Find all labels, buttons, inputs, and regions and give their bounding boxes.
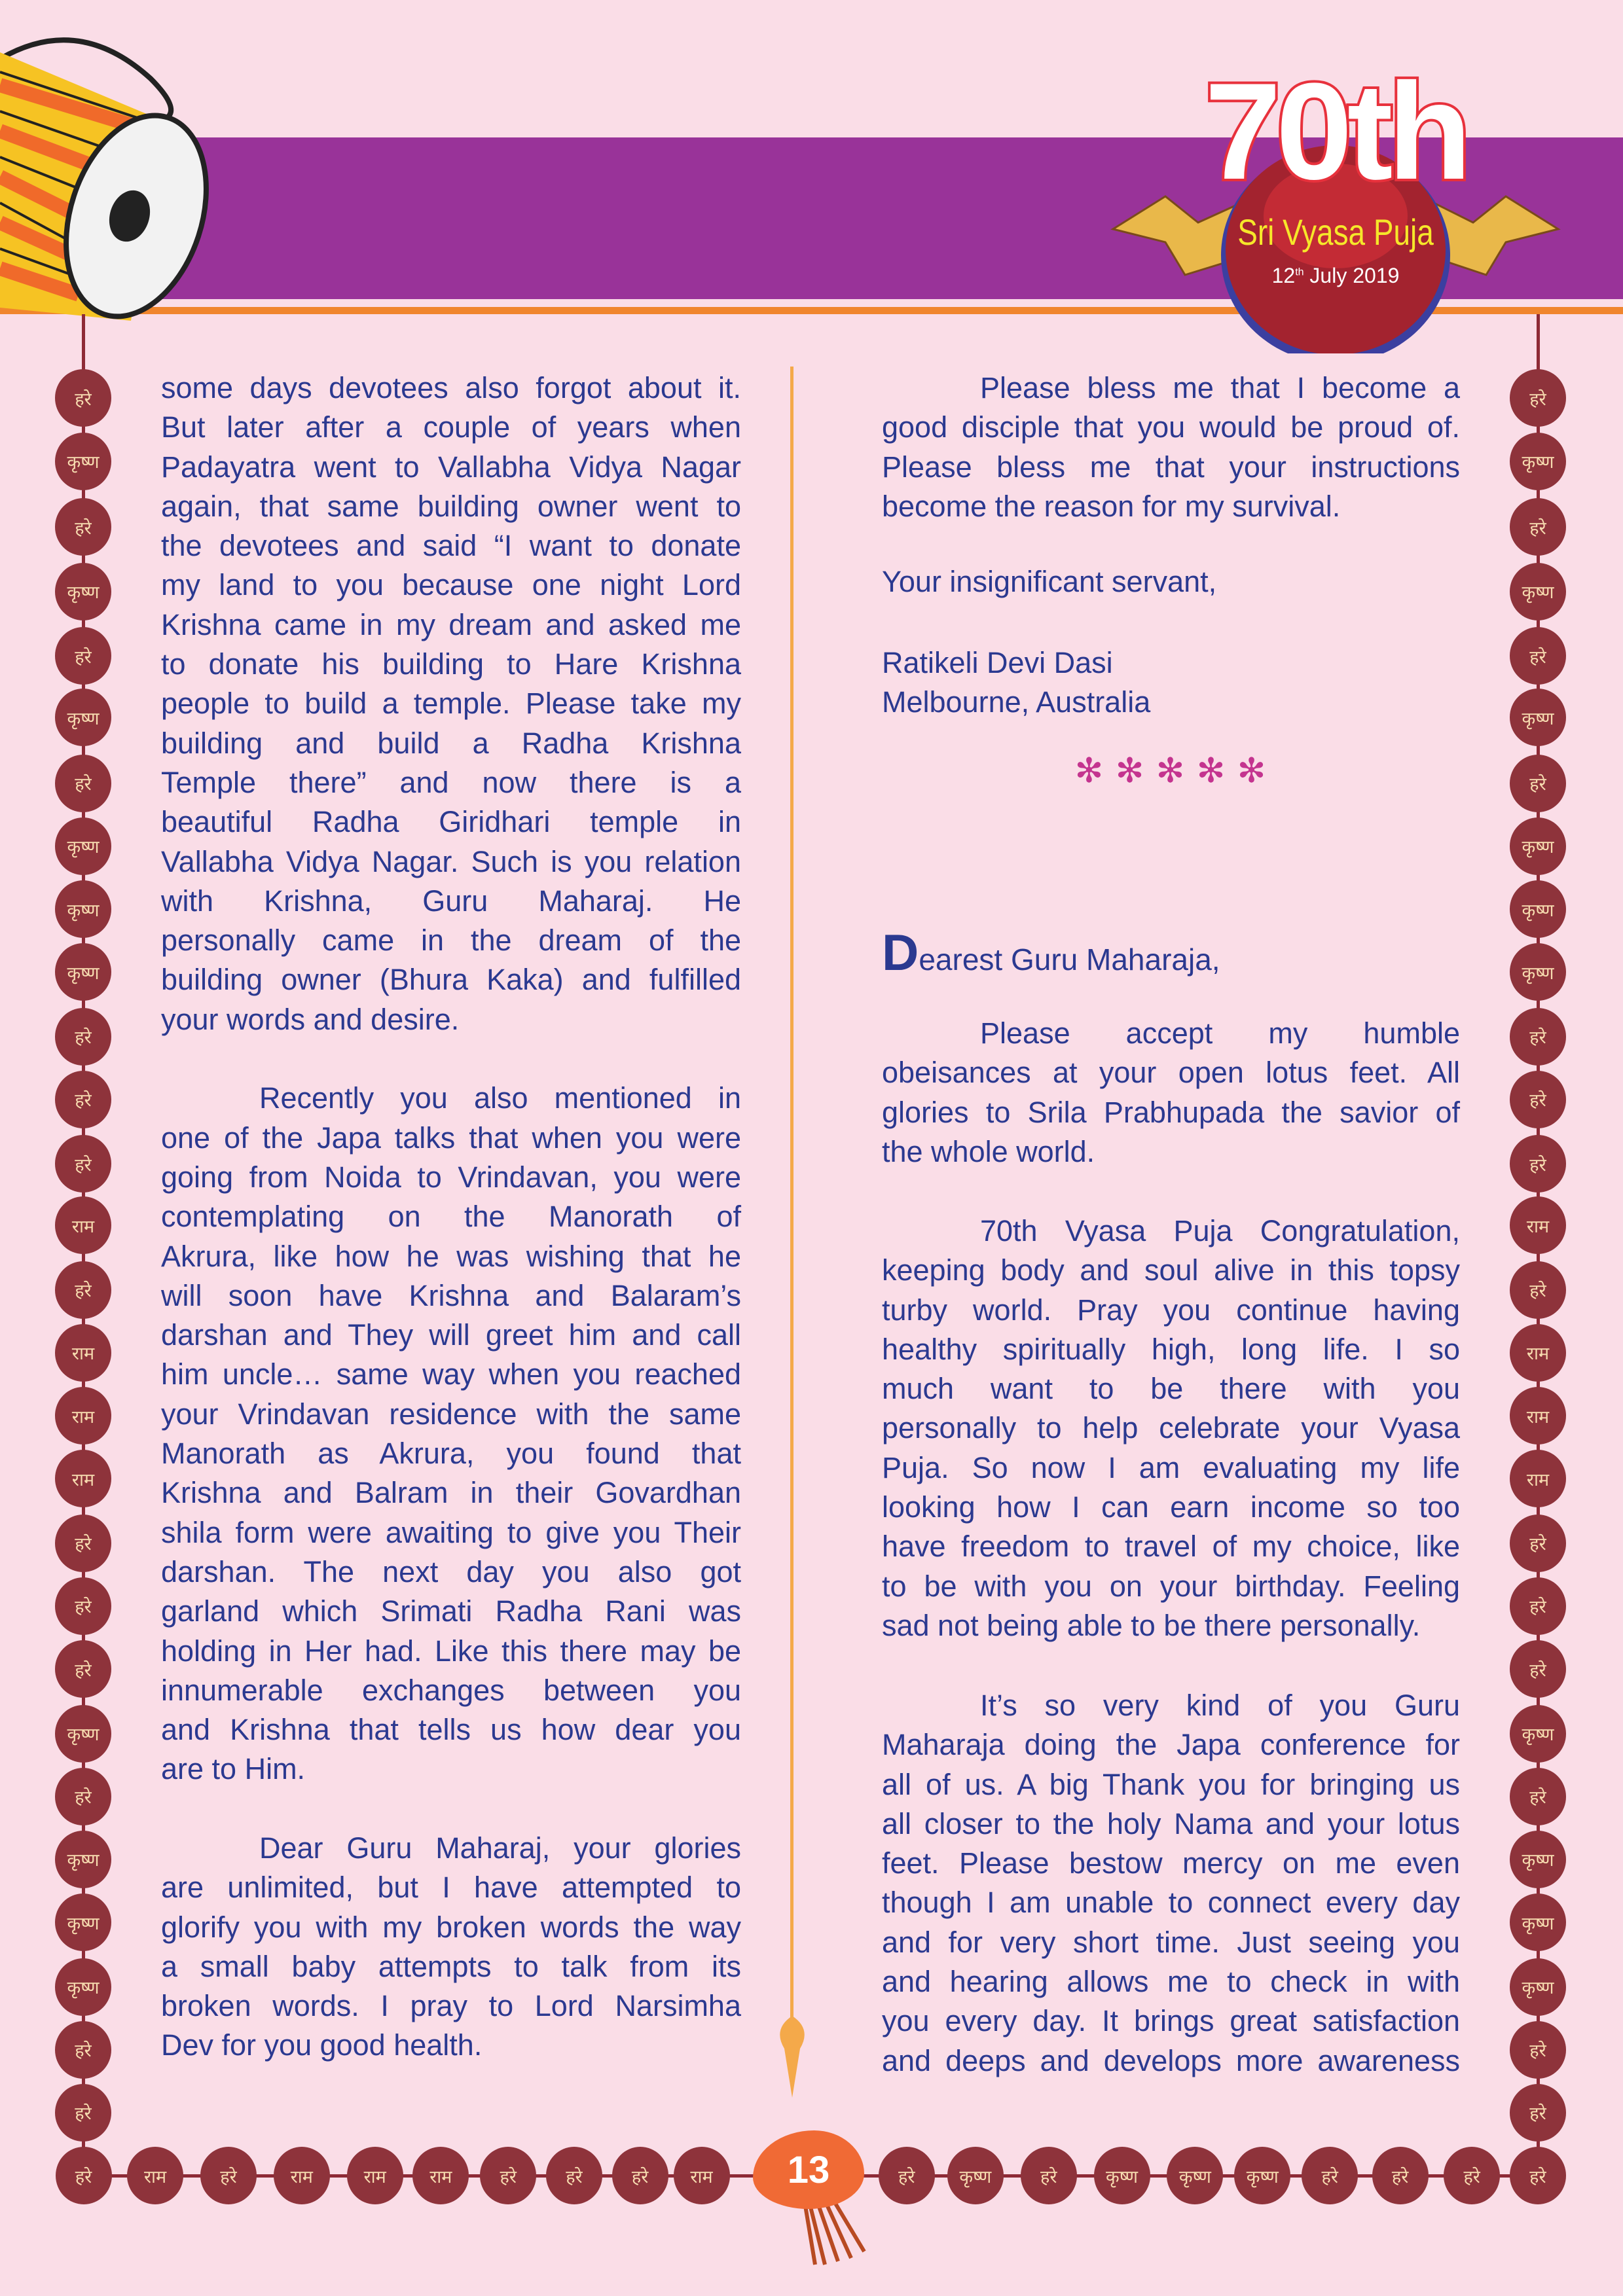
mantra-bead: हरे bbox=[612, 2147, 668, 2204]
page-number: 13 bbox=[787, 2148, 830, 2191]
text-line: glorify you with my broken words the way bbox=[161, 1910, 741, 1944]
vyasa-puja-badge bbox=[1106, 54, 1565, 353]
text-line: Vallabha Vidya Nagar. Such is you relation bbox=[161, 844, 741, 878]
section-separator-stars: ✻ ✻ ✻ ✻ ✻ bbox=[1074, 752, 1267, 790]
mantra-bead: कृष्ण bbox=[1510, 1705, 1566, 1763]
mantra-bead: कृष्ण bbox=[55, 943, 111, 1001]
mantra-bead: राम bbox=[274, 2147, 330, 2204]
mantra-bead: कृष्ण bbox=[55, 689, 111, 746]
text-line: all of us. A big Thank you for bringing us bbox=[882, 1767, 1460, 1801]
mantra-bead: कृष्ण bbox=[1510, 433, 1566, 490]
badge-title: Sri Vyasa Puja bbox=[1237, 211, 1434, 253]
text-line: become the reason for my survival. bbox=[882, 489, 1341, 523]
mantra-bead: कृष्ण bbox=[947, 2147, 1004, 2204]
text-line: Manorath as Akrura, you found that bbox=[161, 1437, 741, 1471]
text-line: feet. Please bestow mercy on me even bbox=[882, 1846, 1460, 1880]
mantra-bead: हरे bbox=[1510, 627, 1566, 685]
text-line: good disciple that you would be proud of. bbox=[882, 410, 1460, 444]
mantra-bead: राम bbox=[674, 2147, 730, 2204]
text-line: Maharaja doing the Japa conference for bbox=[882, 1728, 1460, 1762]
text-line: Krishna came in my dream and asked me bbox=[161, 607, 741, 641]
mantra-bead: हरे bbox=[55, 2021, 111, 2079]
text-line: are unlimited, but I have attempted to bbox=[161, 1871, 741, 1905]
signature-place: Melbourne, Australia bbox=[882, 685, 1151, 719]
salutation-dropcap: D bbox=[882, 924, 919, 981]
text-line: personally came in the dream of the bbox=[161, 924, 741, 958]
mantra-bead: कृष्ण bbox=[1510, 563, 1566, 620]
text-line: garland which Srimati Radha Rani was bbox=[161, 1594, 741, 1628]
text-line: But later after a couple of years when bbox=[161, 410, 741, 444]
text-line: shila form were awaiting to give you Their bbox=[161, 1515, 741, 1549]
badge-date-day: 12 bbox=[1271, 264, 1296, 287]
text-line: again, that same building owner went to bbox=[161, 489, 741, 523]
text-line: much want to be there with you bbox=[882, 1372, 1460, 1406]
mantra-bead: कृष्ण bbox=[55, 433, 111, 490]
text-line: looking how I can earn income so too bbox=[882, 1490, 1460, 1524]
right-paragraph-japa-conference bbox=[882, 1686, 1460, 2081]
mantra-bead: हरे bbox=[1510, 1135, 1566, 1193]
text-line: to be with you on your birthday. Feeling bbox=[882, 1569, 1460, 1603]
text-line: my land to you because one night Lord bbox=[161, 568, 741, 602]
mantra-bead: हरे bbox=[55, 755, 111, 812]
mantra-bead: हरे bbox=[1510, 2084, 1566, 2142]
mantra-bead: कृष्ण bbox=[1510, 880, 1566, 938]
mantra-bead: कृष्ण bbox=[1510, 689, 1566, 746]
text-line: Please bless me that your instructions bbox=[882, 450, 1460, 484]
mantra-bead: कृष्ण bbox=[1510, 817, 1566, 875]
text-line: holding in Her had. Like this there may be bbox=[161, 1634, 741, 1668]
mantra-bead: कृष्ण bbox=[1094, 2147, 1150, 2204]
text-line: with Krishna, Guru Maharaj. He bbox=[161, 884, 741, 918]
left-column-text bbox=[161, 368, 741, 2066]
text-line: sad not being able to be there personally. bbox=[882, 1608, 1421, 1642]
text-line: people to build a temple. Please take my bbox=[161, 687, 741, 721]
mantra-bead: कृष्ण bbox=[1510, 943, 1566, 1001]
text-line: Please bless me that I become a bbox=[980, 371, 1460, 404]
text-line: Akrura, like how he was wishing that he bbox=[161, 1239, 741, 1273]
paragraph bbox=[882, 1686, 1460, 2081]
text-line: Dear Guru Maharaj, your glories bbox=[259, 1831, 741, 1865]
mantra-bead: हरे bbox=[1021, 2147, 1077, 2204]
text-line: and Krishna that tells us how dear you bbox=[161, 1713, 741, 1747]
text-line: and for very short time. Just seeing you bbox=[882, 1925, 1460, 1959]
mantra-bead: हरे bbox=[879, 2147, 935, 2204]
text-line: building and build a Radha Krishna bbox=[161, 726, 741, 760]
mantra-bead: हरे bbox=[55, 1640, 111, 1698]
closing-line: Your insignificant servant, bbox=[882, 565, 1217, 598]
mantra-bead: कृष्ण bbox=[1510, 1893, 1566, 1951]
mantra-bead: हरे bbox=[55, 1768, 111, 1825]
mantra-bead: हरे bbox=[1302, 2147, 1358, 2204]
mantra-bead: राम bbox=[55, 1387, 111, 1444]
mantra-bead: हरे bbox=[1444, 2147, 1500, 2204]
text-line: Dev for you good health. bbox=[161, 2028, 483, 2062]
text-line: some days devotees also forgot about it. bbox=[161, 371, 741, 404]
mantra-bead: हरे bbox=[56, 2147, 112, 2204]
mantra-bead: हरे bbox=[1510, 1768, 1566, 1825]
text-line: your words and desire. bbox=[161, 1002, 460, 1036]
badge-date-suffix: th bbox=[1295, 266, 1304, 278]
text-line: building owner (Bhura Kaka) and fulfilled bbox=[161, 963, 741, 997]
mantra-bead: हरे bbox=[1510, 1071, 1566, 1128]
mantra-bead: राम bbox=[1510, 1196, 1566, 1254]
badge-date-rest: July 2019 bbox=[1309, 264, 1400, 287]
mantra-bead: हरे bbox=[1510, 1008, 1566, 1066]
paragraph bbox=[161, 1079, 741, 1789]
mridanga-drum-illustration bbox=[0, 0, 216, 327]
mantra-bead: हरे bbox=[1510, 2021, 1566, 2079]
mantra-bead: राम bbox=[1510, 1324, 1566, 1382]
mantra-bead: हरे bbox=[55, 1515, 111, 1572]
text-line: Please accept my humble bbox=[980, 1016, 1460, 1050]
text-line: you every day. It brings great satisfaction bbox=[882, 2004, 1460, 2038]
right-paragraph-obeisances bbox=[882, 1014, 1460, 1172]
mantra-bead: हरे bbox=[546, 2147, 602, 2204]
mantra-bead: हरे bbox=[1510, 755, 1566, 812]
mantra-bead: हरे bbox=[1510, 1577, 1566, 1635]
mantra-bead: कृष्ण bbox=[55, 1705, 111, 1763]
text-line: Temple there” and now there is a bbox=[161, 765, 741, 799]
mantra-bead: कृष्ण bbox=[1510, 1958, 1566, 2016]
text-line: darshan and They will greet him and call bbox=[161, 1318, 741, 1352]
text-line: 70th Vyasa Puja Congratulation, bbox=[980, 1214, 1460, 1247]
text-line: the whole world. bbox=[882, 1134, 1095, 1168]
mantra-bead: राम bbox=[1510, 1387, 1566, 1444]
mantra-bead: हरे bbox=[1510, 1515, 1566, 1572]
mantra-bead: हरे bbox=[55, 498, 111, 556]
mantra-bead: हरे bbox=[1510, 498, 1566, 556]
text-line: all closer to the holy Nama and your lotus bbox=[882, 1806, 1460, 1840]
text-line: broken words. I pray to Lord Narsimha bbox=[161, 1989, 741, 2023]
paragraph bbox=[161, 1829, 741, 2066]
text-line: Krishna and Balram in their Govardhan bbox=[161, 1476, 741, 1510]
text-line: obeisances at your open lotus feet. All bbox=[882, 1056, 1460, 1090]
mantra-bead: राम bbox=[55, 1324, 111, 1382]
mantra-bead: राम bbox=[55, 1196, 111, 1254]
badge-number: 70th bbox=[1205, 54, 1467, 208]
mantra-bead: हरे bbox=[1510, 1261, 1566, 1319]
mantra-bead: कृष्ण bbox=[1167, 2147, 1223, 2204]
mantra-bead: हरे bbox=[55, 1008, 111, 1066]
mantra-bead: कृष्ण bbox=[55, 880, 111, 938]
mantra-bead: हरे bbox=[1510, 369, 1566, 427]
mantra-bead: हरे bbox=[200, 2147, 257, 2204]
text-line: and hearing allows me to check in with bbox=[882, 1965, 1460, 1999]
text-line: beautiful Radha Giridhari temple in bbox=[161, 805, 741, 839]
text-line: a small baby attempts to talk from its bbox=[161, 1949, 741, 1983]
mantra-bead: राम bbox=[1510, 1450, 1566, 1507]
right-paragraph-congratulation bbox=[882, 1211, 1460, 1645]
text-line: turby world. Pray you continue having bbox=[882, 1293, 1460, 1327]
mantra-bead: कृष्ण bbox=[1234, 2147, 1290, 2204]
text-line: healthy spiritually high, long life. I so bbox=[882, 1332, 1460, 1366]
mantra-bead: हरे bbox=[55, 2084, 111, 2142]
text-line: Recently you also mentioned in bbox=[259, 1081, 741, 1115]
paragraph bbox=[882, 1014, 1460, 1172]
mantra-bead: हरे bbox=[55, 1135, 111, 1193]
text-line: one of the Japa talks that when you were bbox=[161, 1121, 741, 1155]
text-line: keeping body and soul alive in this topsy bbox=[882, 1253, 1460, 1287]
text-line: are to Him. bbox=[161, 1752, 306, 1786]
text-line: to donate his building to Hare Krishna bbox=[161, 647, 741, 681]
paragraph bbox=[161, 368, 741, 1039]
text-line: have freedom to travel of my choice, like bbox=[882, 1530, 1460, 1564]
mantra-bead: कृष्ण bbox=[1510, 1831, 1566, 1888]
page-number-badge bbox=[753, 2130, 864, 2209]
mantra-bead: हरे bbox=[55, 369, 111, 427]
mantra-bead: कृष्ण bbox=[55, 563, 111, 620]
badge-date bbox=[1106, 264, 1565, 288]
mantra-bead: कृष्ण bbox=[55, 1893, 111, 1951]
text-line: glories to Srila Prabhupada the savior of bbox=[882, 1095, 1460, 1129]
text-line: the devotees and said “I want to donate bbox=[161, 529, 741, 563]
text-line: will soon have Krishna and Balaram’s bbox=[161, 1278, 741, 1312]
mantra-bead: हरे bbox=[1372, 2147, 1429, 2204]
text-line: darshan. The next day you also got bbox=[161, 1554, 741, 1588]
mantra-bead: हरे bbox=[55, 627, 111, 685]
text-line: your Vrindavan residence with the same bbox=[161, 1397, 741, 1431]
mantra-bead: हरे bbox=[55, 1071, 111, 1128]
mantra-bead: हरे bbox=[1510, 1640, 1566, 1698]
text-line: contemplating on the Manorath of bbox=[161, 1200, 741, 1234]
text-line: Padayatra went to Vallabha Vidya Nagar bbox=[161, 450, 741, 484]
text-line: personally to help celebrate your Vyasa bbox=[882, 1411, 1460, 1445]
paragraph bbox=[882, 1211, 1460, 1645]
text-line: him uncle… same way when you reached bbox=[161, 1357, 741, 1391]
mantra-bead: राम bbox=[412, 2147, 469, 2204]
mantra-bead: हरे bbox=[55, 1261, 111, 1319]
signature-name: Ratikeli Devi Dasi bbox=[882, 646, 1113, 679]
text-line: going from Noida to Vrindavan, you were bbox=[161, 1160, 741, 1194]
mantra-bead: राम bbox=[127, 2147, 183, 2204]
text-line: though I am unable to connect every day bbox=[882, 1886, 1460, 1920]
text-line: It’s so very kind of you Guru bbox=[980, 1689, 1460, 1722]
text-line: Puja. So now I am evaluating my life bbox=[882, 1450, 1460, 1484]
paragraph bbox=[882, 368, 1460, 526]
mantra-bead: कृष्ण bbox=[55, 1831, 111, 1888]
divider-drop-ornament bbox=[773, 2016, 812, 2101]
mantra-bead: कृष्ण bbox=[55, 1958, 111, 2016]
mantra-bead: हरे bbox=[1510, 2147, 1566, 2204]
mantra-bead: कृष्ण bbox=[55, 817, 111, 875]
salutation bbox=[882, 923, 1220, 982]
mantra-bead: राम bbox=[347, 2147, 403, 2204]
mantra-bead: हरे bbox=[480, 2147, 536, 2204]
text-line: innumerable exchanges between you bbox=[161, 1673, 741, 1707]
right-paragraph-blessing bbox=[882, 368, 1460, 526]
signature-block bbox=[882, 643, 1150, 723]
mantra-bead: राम bbox=[55, 1450, 111, 1507]
salutation-text: earest Guru Maharaja, bbox=[919, 942, 1220, 977]
mantra-bead: हरे bbox=[55, 1577, 111, 1635]
text-line: and deeps and develops more awareness bbox=[882, 2043, 1460, 2077]
column-divider bbox=[790, 367, 793, 2022]
